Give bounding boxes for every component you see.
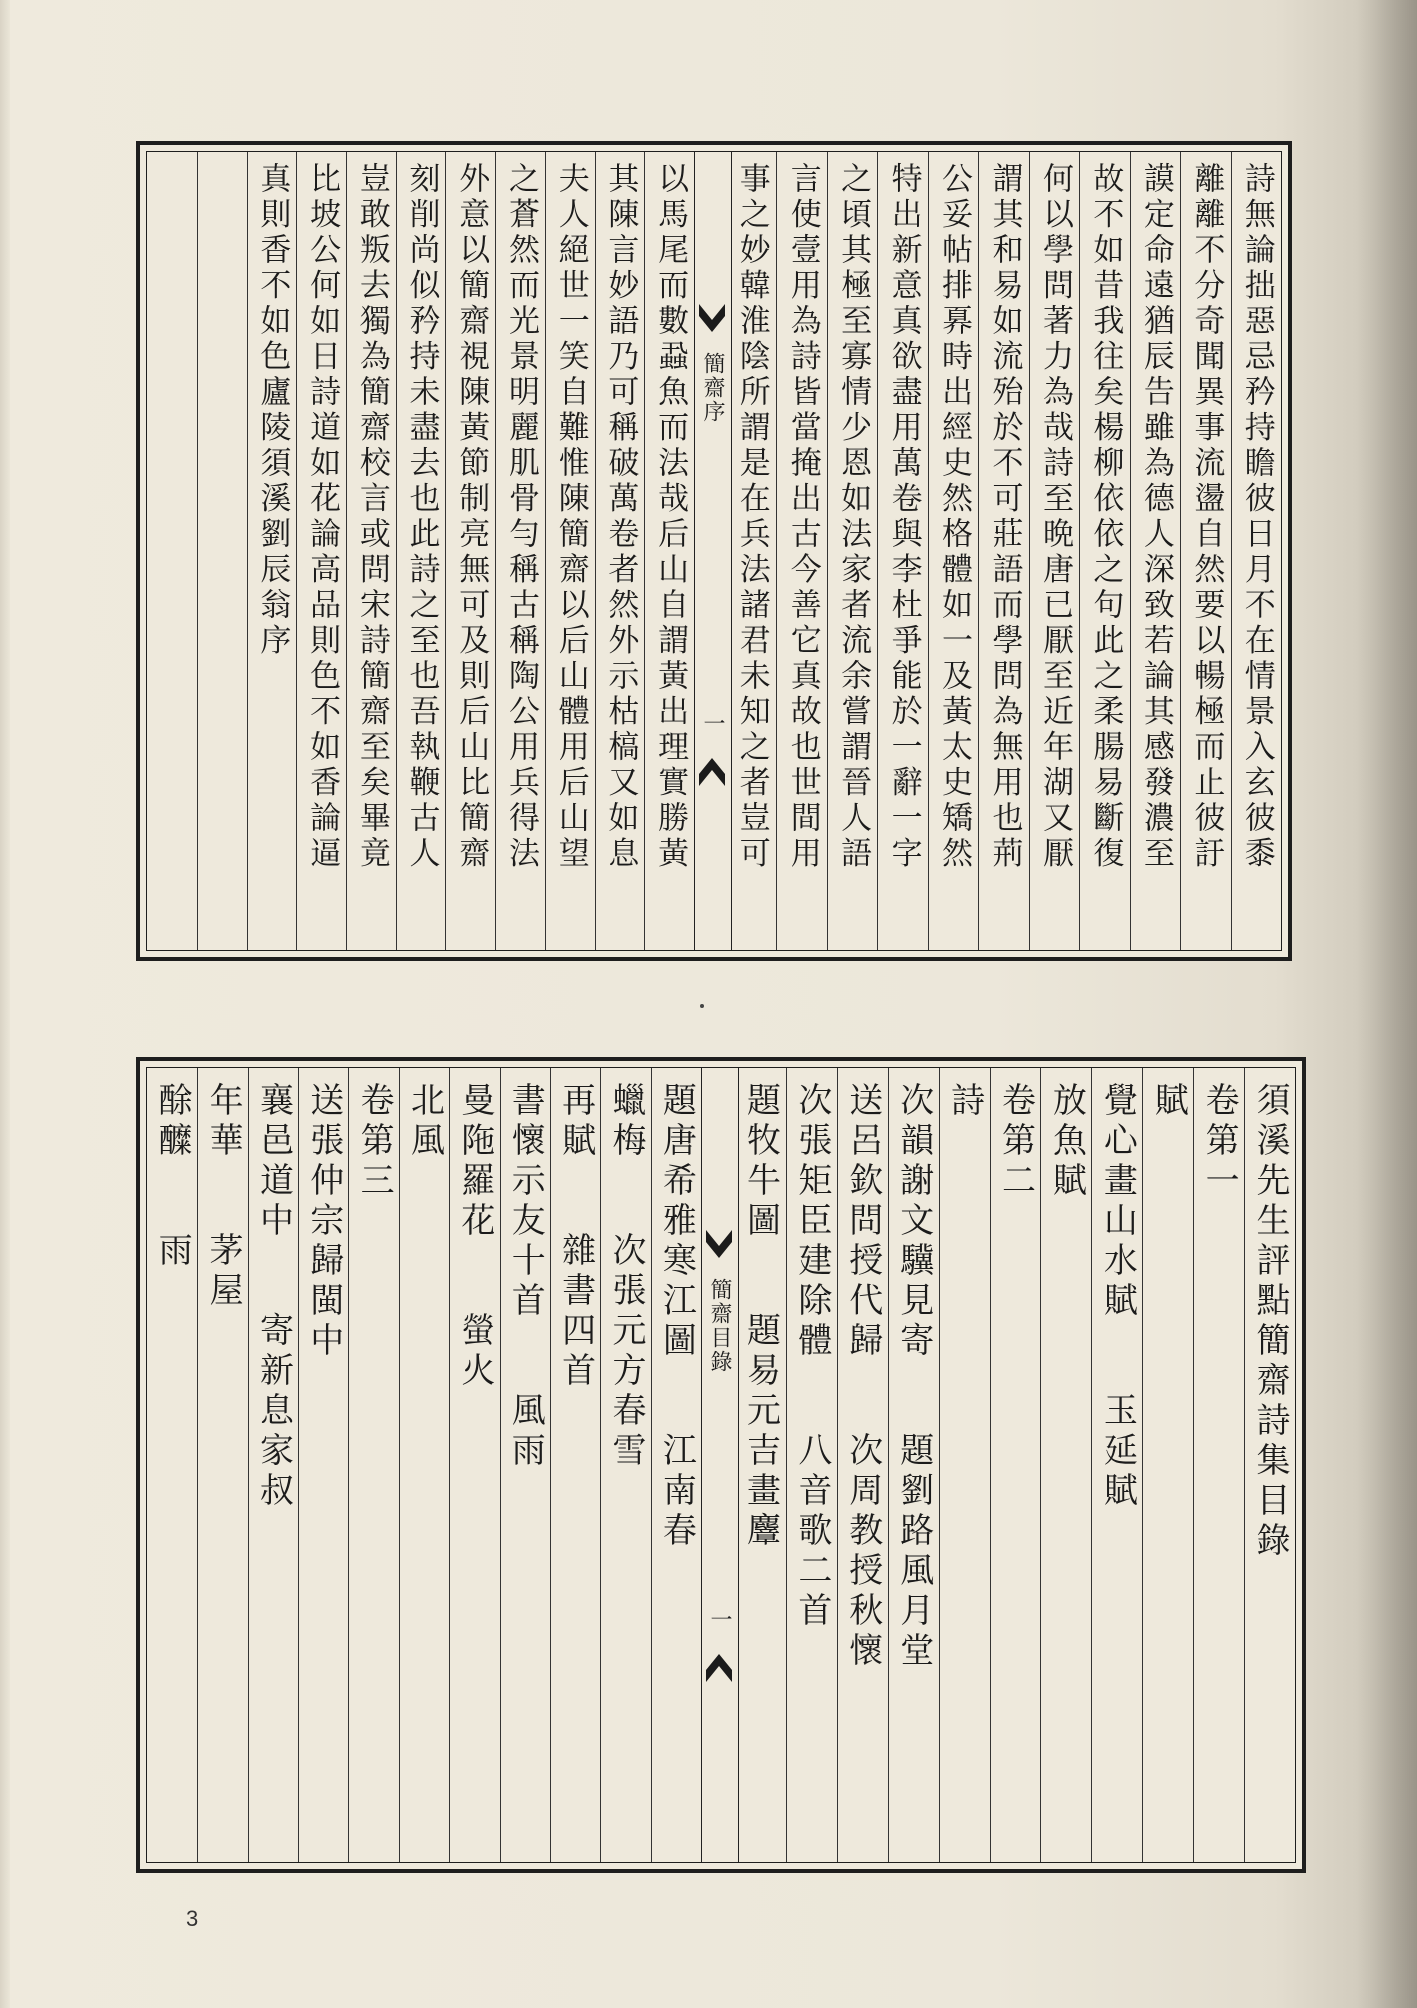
preface-left-column-text: 夫人絕世一笑自難惟陳簡齋以后山體用后山望 bbox=[552, 162, 589, 872]
contents-right-entry-text bbox=[1148, 1068, 1189, 1862]
contents-right-entry-title: 卷第一 bbox=[1199, 1082, 1240, 1202]
ink-speck bbox=[700, 1004, 704, 1008]
fish-tail-mark-top-icon bbox=[704, 1228, 734, 1268]
preface-right-column-text: 公妥帖排奡時出經史然格體如一及黃太史矯然 bbox=[936, 162, 973, 872]
preface-right-column bbox=[1029, 152, 1079, 950]
contents-right-entry-column bbox=[888, 1068, 939, 1862]
contents-right-entry-title-second: 八音歌二首 bbox=[791, 1432, 832, 1632]
contents-right-entry-title: 放魚賦 bbox=[1046, 1082, 1087, 1202]
contents-block bbox=[136, 1057, 1306, 1873]
contents-right-entry-column bbox=[837, 1068, 888, 1862]
contents-left-entry-title-second: 寄新息家叔 bbox=[253, 1312, 294, 1512]
fish-tail-mark-top-icon bbox=[697, 302, 727, 342]
contents-left-entry-column bbox=[500, 1068, 550, 1862]
contents-right-entry-column bbox=[939, 1068, 990, 1862]
contents-left-entry-column bbox=[298, 1068, 348, 1862]
contents-right-entry-text bbox=[1199, 1068, 1240, 1862]
preface-left-column-text: 外意以簡齋視陳黃節制亮無可及則后山比簡齋 bbox=[453, 162, 490, 872]
contents-left-entry-text bbox=[656, 1068, 697, 1862]
preface-right-column bbox=[1079, 152, 1129, 950]
contents-left-entry-column bbox=[348, 1068, 398, 1862]
contents-left-entry-title: 酴醾 bbox=[152, 1082, 193, 1162]
page-gutter-shadow bbox=[1357, 0, 1417, 2008]
preface-left-column bbox=[445, 152, 495, 950]
contents-right-entry-column bbox=[1193, 1068, 1244, 1862]
preface-left-column-text: 其陳言妙語乃可稱破萬卷者然外示枯槁又如息 bbox=[602, 162, 639, 872]
preface-center-page: 一 bbox=[700, 712, 725, 736]
contents-left-entry-title-second: 螢火 bbox=[454, 1312, 495, 1392]
contents-right-entry-title: 題牧牛圖 bbox=[740, 1082, 781, 1242]
contents-left-entry-text bbox=[555, 1068, 596, 1862]
preface-left-column bbox=[296, 152, 346, 950]
contents-right-entry-text bbox=[944, 1068, 985, 1862]
contents-left-entry-text bbox=[203, 1068, 244, 1862]
contents-left-entry-column bbox=[600, 1068, 650, 1862]
contents-center-page: 一 bbox=[707, 1608, 732, 1632]
preface-right-column bbox=[827, 152, 877, 950]
contents-right-entry-title: 次張矩臣建除體 bbox=[791, 1082, 832, 1362]
preface-left-column bbox=[545, 152, 595, 950]
contents-left-entry-title: 年華 bbox=[203, 1082, 244, 1162]
contents-left-entry-title: 再賦 bbox=[555, 1082, 596, 1162]
contents-right-entry-text bbox=[893, 1068, 934, 1862]
contents-left-entry-column bbox=[248, 1068, 298, 1862]
preface-right-column-text: 離離不分奇聞異事流盪自然要以暢極而止彼訏 bbox=[1188, 162, 1225, 872]
contents-right-entry-column bbox=[1142, 1068, 1193, 1862]
preface-right-column-text: 詩無論拙惡忌矜持瞻彼日月不在情景入玄彼黍 bbox=[1238, 162, 1275, 872]
contents-right-entry-title-second: 題易元吉畫麞 bbox=[740, 1312, 781, 1552]
contents-left-entry-text bbox=[152, 1068, 193, 1862]
preface-center-strip bbox=[694, 152, 732, 950]
contents-left-entry-title-second: 雨 bbox=[152, 1232, 193, 1272]
contents-left-entry-column bbox=[449, 1068, 499, 1862]
contents-left-entry-text bbox=[505, 1068, 546, 1862]
contents-left-entry-title: 卷第三 bbox=[354, 1082, 395, 1202]
contents-right-entry-title-second: 玉延賦 bbox=[1097, 1392, 1138, 1512]
page-left-edge bbox=[0, 0, 10, 2008]
contents-left-entry-text bbox=[303, 1068, 344, 1862]
preface-left-column-text: 比坡公何如日詩道如花論高品則色不如香論逼 bbox=[304, 162, 341, 872]
contents-left-entry-title: 題唐希雅寒江圖 bbox=[656, 1082, 697, 1362]
preface-left-column-text: 真則香不如色廬陵須溪劉辰翁序 bbox=[254, 162, 291, 659]
preface-left-column bbox=[346, 152, 396, 950]
preface-center-label: 簡齋序 bbox=[700, 352, 725, 424]
contents-left-entry-text bbox=[253, 1068, 294, 1862]
contents-frame bbox=[146, 1067, 1296, 1863]
preface-right-column bbox=[877, 152, 927, 950]
preface-right-column bbox=[776, 152, 826, 950]
page-number: 3 bbox=[186, 1906, 199, 1931]
preface-left-column bbox=[396, 152, 446, 950]
contents-right-entry-text bbox=[995, 1068, 1036, 1862]
contents-left-entry-column bbox=[550, 1068, 600, 1862]
preface-left-column-text: 刻削尚似矜持未盡去也此詩之至也吾執鞭古人 bbox=[403, 162, 440, 872]
contents-left-entry-column bbox=[399, 1068, 449, 1862]
contents-left-entry-title-second: 雜書四首 bbox=[555, 1232, 596, 1392]
contents-left-entry-column bbox=[197, 1068, 247, 1862]
preface-left-column bbox=[644, 152, 694, 950]
preface-left-column-text: 以馬尾而數蝨魚而法哉后山自謂黃出理實勝黃 bbox=[652, 162, 689, 872]
contents-left-entry-column bbox=[651, 1068, 701, 1862]
contents-right-entry-text bbox=[1097, 1068, 1138, 1862]
preface-right-column-text: 之頃其極至寡情少恩如法家者流余嘗謂晉人語 bbox=[835, 162, 872, 872]
preface-right-column-text: 特出新意真欲盡用萬卷與李杜爭能於一辭一字 bbox=[885, 162, 922, 872]
contents-right-entry-title: 覺心畫山水賦 bbox=[1097, 1082, 1138, 1322]
contents-right-entry-title-second: 次周教授秋懷 bbox=[842, 1432, 883, 1672]
contents-right-entry-column bbox=[1091, 1068, 1142, 1862]
contents-left-entry-title: 蠟梅 bbox=[605, 1082, 646, 1162]
preface-left-column bbox=[495, 152, 545, 950]
preface-left-column-text: 之蒼然而光景明麗肌骨勻稱古稱陶公用兵得法 bbox=[502, 162, 539, 872]
preface-right-column bbox=[1231, 152, 1281, 950]
contents-right-entry-column bbox=[735, 1068, 786, 1862]
contents-left-half bbox=[147, 1068, 701, 1862]
preface-right-column-text: 謂其和易如流殆於不可莊語而學問為無用也荊 bbox=[986, 162, 1023, 872]
contents-center-label: 簡齋目錄 bbox=[707, 1278, 732, 1374]
preface-left-half bbox=[147, 152, 694, 950]
contents-right-entry-text bbox=[1250, 1068, 1291, 1862]
preface-right-column bbox=[1180, 152, 1230, 950]
preface-left-column bbox=[595, 152, 645, 950]
contents-right-entry-text bbox=[740, 1068, 781, 1862]
preface-block bbox=[136, 141, 1292, 961]
contents-left-entry-title-second: 茅屋 bbox=[203, 1232, 244, 1312]
contents-left-entry-text bbox=[354, 1068, 395, 1862]
contents-right-entry-title: 賦 bbox=[1148, 1082, 1189, 1122]
preface-right-column-text: 何以學問著力為哉詩至晩唐已厭至近年湖又厭 bbox=[1036, 162, 1073, 872]
contents-right-entry-title: 詩 bbox=[944, 1082, 985, 1122]
contents-left-entry-title-second: 次張元方春雪 bbox=[605, 1232, 646, 1472]
contents-left-entry-title: 曼陁羅花 bbox=[454, 1082, 495, 1242]
contents-right-entry-title: 須溪先生評點簡齋詩集目錄 bbox=[1250, 1082, 1291, 1562]
preface-right-half bbox=[726, 152, 1281, 950]
preface-right-column-text: 事之妙韓淮陰所謂是在兵法諸君未知之者豈可 bbox=[733, 162, 770, 872]
preface-right-column bbox=[1130, 152, 1180, 950]
contents-right-entry-column bbox=[786, 1068, 837, 1862]
contents-left-entry-text bbox=[454, 1068, 495, 1862]
contents-right-half bbox=[735, 1068, 1295, 1862]
contents-right-entry-text bbox=[791, 1068, 832, 1862]
contents-right-entry-title: 送呂欽問授代歸 bbox=[842, 1082, 883, 1362]
preface-right-column-text: 言使壹用為詩皆當掩出古今善它真故也世間用 bbox=[784, 162, 821, 872]
contents-left-entry-title: 北風 bbox=[404, 1082, 445, 1162]
preface-left-column bbox=[247, 152, 297, 950]
preface-right-column-text: 謨定命遠猶辰告雖為德人深致若論其感發濃至 bbox=[1137, 162, 1174, 872]
contents-right-entry-text bbox=[1046, 1068, 1087, 1862]
contents-left-entry-title-second: 江南春 bbox=[656, 1432, 697, 1552]
preface-right-column bbox=[726, 152, 776, 950]
contents-left-entry-title: 襄邑道中 bbox=[253, 1082, 294, 1242]
preface-right-column bbox=[928, 152, 978, 950]
contents-right-entry-title-second: 題劉路風月堂 bbox=[893, 1432, 934, 1672]
contents-left-entry-text bbox=[404, 1068, 445, 1862]
preface-right-column bbox=[978, 152, 1028, 950]
contents-right-entry-column bbox=[990, 1068, 1041, 1862]
contents-right-entry-column bbox=[1244, 1068, 1295, 1862]
contents-left-entry-title-second: 風雨 bbox=[505, 1392, 546, 1472]
contents-right-entry-title: 次韻謝文驥見寄 bbox=[893, 1082, 934, 1362]
contents-right-entry-column bbox=[1040, 1068, 1091, 1862]
preface-left-column-text: 豈敢叛去獨為簡齋校言或問宋詩簡齋至矣畢竟 bbox=[353, 162, 390, 872]
contents-left-entry-title: 送張仲宗歸閩中 bbox=[303, 1082, 344, 1362]
contents-left-entry-title: 書懷示友十首 bbox=[505, 1082, 546, 1322]
fish-tail-mark-bottom-icon bbox=[704, 1648, 734, 1684]
preface-left-column bbox=[197, 152, 247, 950]
preface-left-column bbox=[147, 152, 197, 950]
preface-right-column-text: 故不如昔我往矣楊柳依依之句此之柔腸易斷復 bbox=[1087, 162, 1124, 872]
contents-left-entry-text bbox=[605, 1068, 646, 1862]
contents-center-strip bbox=[701, 1068, 739, 1862]
contents-right-entry-title: 卷第二 bbox=[995, 1082, 1036, 1202]
contents-right-entry-text bbox=[842, 1068, 883, 1862]
contents-left-entry-column bbox=[147, 1068, 197, 1862]
preface-frame bbox=[146, 151, 1282, 951]
fish-tail-mark-bottom-icon bbox=[697, 752, 727, 788]
